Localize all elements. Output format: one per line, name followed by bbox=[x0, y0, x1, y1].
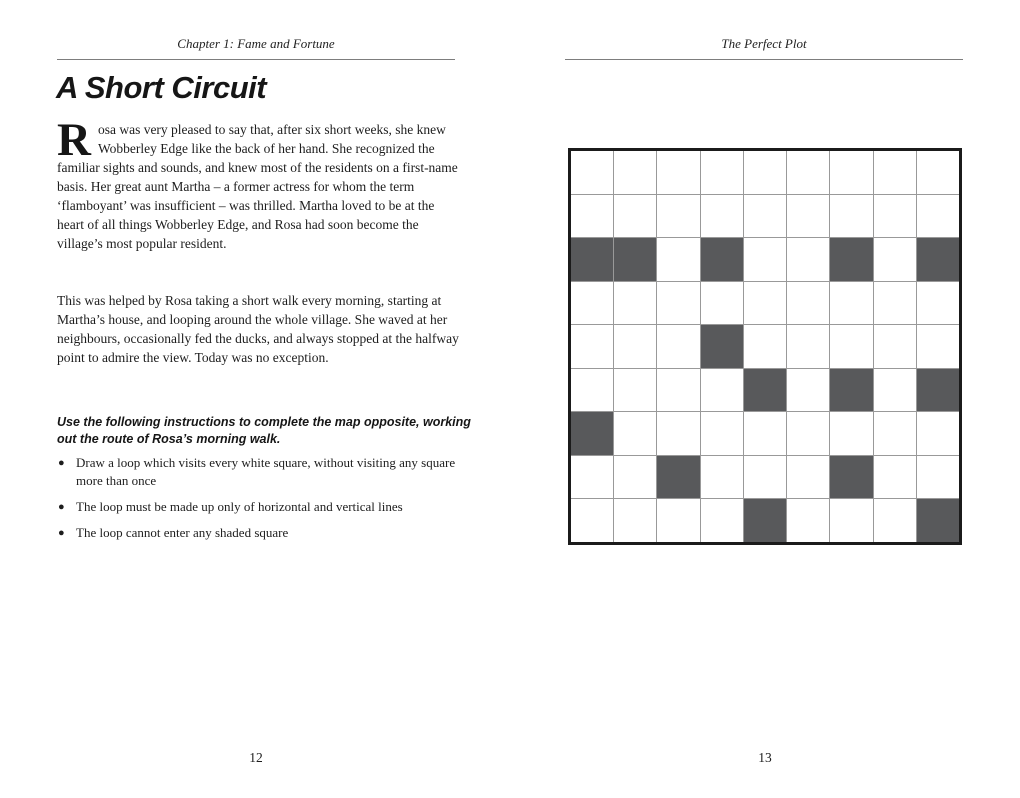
grid-cell bbox=[657, 238, 699, 281]
grid-cell bbox=[874, 456, 916, 499]
grid-cell bbox=[657, 499, 699, 542]
grid-cell bbox=[917, 195, 959, 238]
bullet-text: The loop must be made up only of horizontal and vertical lines bbox=[76, 499, 403, 514]
grid-cell bbox=[571, 499, 613, 542]
grid-cell bbox=[744, 282, 786, 325]
grid-cell bbox=[657, 412, 699, 455]
bullet-item bbox=[57, 454, 477, 490]
grid-cell bbox=[614, 282, 656, 325]
rules-bullet-list bbox=[57, 454, 477, 550]
grid-cell bbox=[744, 412, 786, 455]
grid-cell bbox=[830, 195, 872, 238]
grid-cell bbox=[614, 369, 656, 412]
grid-cell bbox=[701, 195, 743, 238]
grid-cell bbox=[571, 456, 613, 499]
grid-cell bbox=[614, 499, 656, 542]
grid-cell bbox=[874, 369, 916, 412]
grid-cell bbox=[787, 325, 829, 368]
shaded-grid-cell bbox=[571, 238, 613, 281]
puzzle-instruction: Use the following instructions to complete the map opposite, working out the route of Rosa’s morning walk. bbox=[57, 415, 471, 446]
shaded-grid-cell bbox=[657, 456, 699, 499]
shaded-grid-cell bbox=[830, 369, 872, 412]
grid-cell bbox=[701, 499, 743, 542]
bullet-icon: ● bbox=[58, 501, 65, 513]
shaded-grid-cell bbox=[701, 238, 743, 281]
left-running-head: Chapter 1: Fame and Fortune bbox=[57, 36, 455, 60]
grid-cell bbox=[657, 369, 699, 412]
grid-cell bbox=[787, 238, 829, 281]
right-running-head: The Perfect Plot bbox=[565, 36, 963, 60]
grid-cell bbox=[830, 499, 872, 542]
grid-cell bbox=[614, 151, 656, 194]
bullet-icon: ● bbox=[58, 457, 65, 469]
grid-cell bbox=[830, 151, 872, 194]
shaded-grid-cell bbox=[614, 238, 656, 281]
left-page-number: 12 bbox=[249, 750, 263, 765]
grid-cell bbox=[744, 151, 786, 194]
grid-cell bbox=[614, 456, 656, 499]
grid-cell bbox=[571, 195, 613, 238]
grid-cell bbox=[657, 151, 699, 194]
grid-cell bbox=[744, 195, 786, 238]
grid-cell bbox=[787, 282, 829, 325]
grid-cell bbox=[874, 325, 916, 368]
grid-cell bbox=[787, 195, 829, 238]
bullet-text: Draw a loop which visits every white square, without visiting any square more than once bbox=[76, 455, 456, 488]
grid-cell bbox=[787, 369, 829, 412]
grid-cell bbox=[874, 238, 916, 281]
grid-cell bbox=[874, 151, 916, 194]
second-paragraph: This was helped by Rosa taking a short walk every morning, starting at Martha’s house, and looping around the whole village. She waved at her neighbours, occasionally fed the ducks, and always stopped at the halfway point to admire the view. Today was no exception. bbox=[57, 293, 459, 365]
right-page-number: 13 bbox=[758, 750, 772, 765]
drop-cap: R bbox=[57, 114, 91, 166]
shaded-grid-cell bbox=[917, 238, 959, 281]
shaded-grid-cell bbox=[744, 499, 786, 542]
grid-cell bbox=[614, 195, 656, 238]
grid-cell bbox=[787, 499, 829, 542]
grid-cell bbox=[571, 151, 613, 194]
grid-cell bbox=[830, 282, 872, 325]
grid-cell bbox=[657, 282, 699, 325]
grid-cell bbox=[830, 325, 872, 368]
grid-cell bbox=[830, 412, 872, 455]
shaded-grid-cell bbox=[571, 412, 613, 455]
grid-cell bbox=[744, 456, 786, 499]
grid-cell bbox=[917, 456, 959, 499]
shaded-grid-cell bbox=[830, 238, 872, 281]
grid-cell bbox=[917, 325, 959, 368]
grid-cell bbox=[917, 412, 959, 455]
grid-cell bbox=[917, 151, 959, 194]
intro-paragraph bbox=[57, 114, 459, 253]
grid-cell bbox=[701, 151, 743, 194]
grid-cell bbox=[571, 325, 613, 368]
grid-cell bbox=[701, 456, 743, 499]
grid-cell bbox=[874, 412, 916, 455]
shaded-grid-cell bbox=[701, 325, 743, 368]
grid-cell bbox=[874, 282, 916, 325]
grid-cell bbox=[614, 325, 656, 368]
bullet-item bbox=[57, 498, 477, 516]
page-title: A Short Circuit bbox=[56, 70, 267, 105]
bullet-text: The loop cannot enter any shaded square bbox=[76, 525, 289, 540]
grid-cell bbox=[657, 325, 699, 368]
shaded-grid-cell bbox=[917, 499, 959, 542]
grid-cell bbox=[571, 282, 613, 325]
grid-cell bbox=[744, 325, 786, 368]
grid-cell bbox=[917, 282, 959, 325]
grid-cell bbox=[787, 456, 829, 499]
shaded-grid-cell bbox=[744, 369, 786, 412]
grid-cell bbox=[787, 412, 829, 455]
grid-cell bbox=[744, 238, 786, 281]
grid-cell bbox=[701, 412, 743, 455]
bullet-item bbox=[57, 524, 477, 542]
shaded-grid-cell bbox=[830, 456, 872, 499]
grid-cell bbox=[701, 282, 743, 325]
grid-cell bbox=[571, 369, 613, 412]
bullet-icon: ● bbox=[58, 527, 65, 539]
grid-cell bbox=[874, 499, 916, 542]
grid-cell bbox=[787, 151, 829, 194]
shaded-grid-cell bbox=[917, 369, 959, 412]
intro-paragraph-text: osa was very pleased to say that, after six short weeks, she knew Wobberley Edge like the back of her hand. She recognized the familiar sights and sounds, and knew most of the residents on a first-name basis. Her great aunt Martha – a former actress for whom the term ‘flamboyant’ was insufficient – was thrilled. Martha loved to be at the heart of all things Wobberley Edge, and Rosa had soon become the village’s most popular resident. bbox=[57, 122, 458, 251]
puzzle-grid bbox=[568, 148, 962, 545]
grid-cell bbox=[701, 369, 743, 412]
grid-cell bbox=[614, 412, 656, 455]
grid-cell bbox=[657, 195, 699, 238]
grid-cell bbox=[874, 195, 916, 238]
